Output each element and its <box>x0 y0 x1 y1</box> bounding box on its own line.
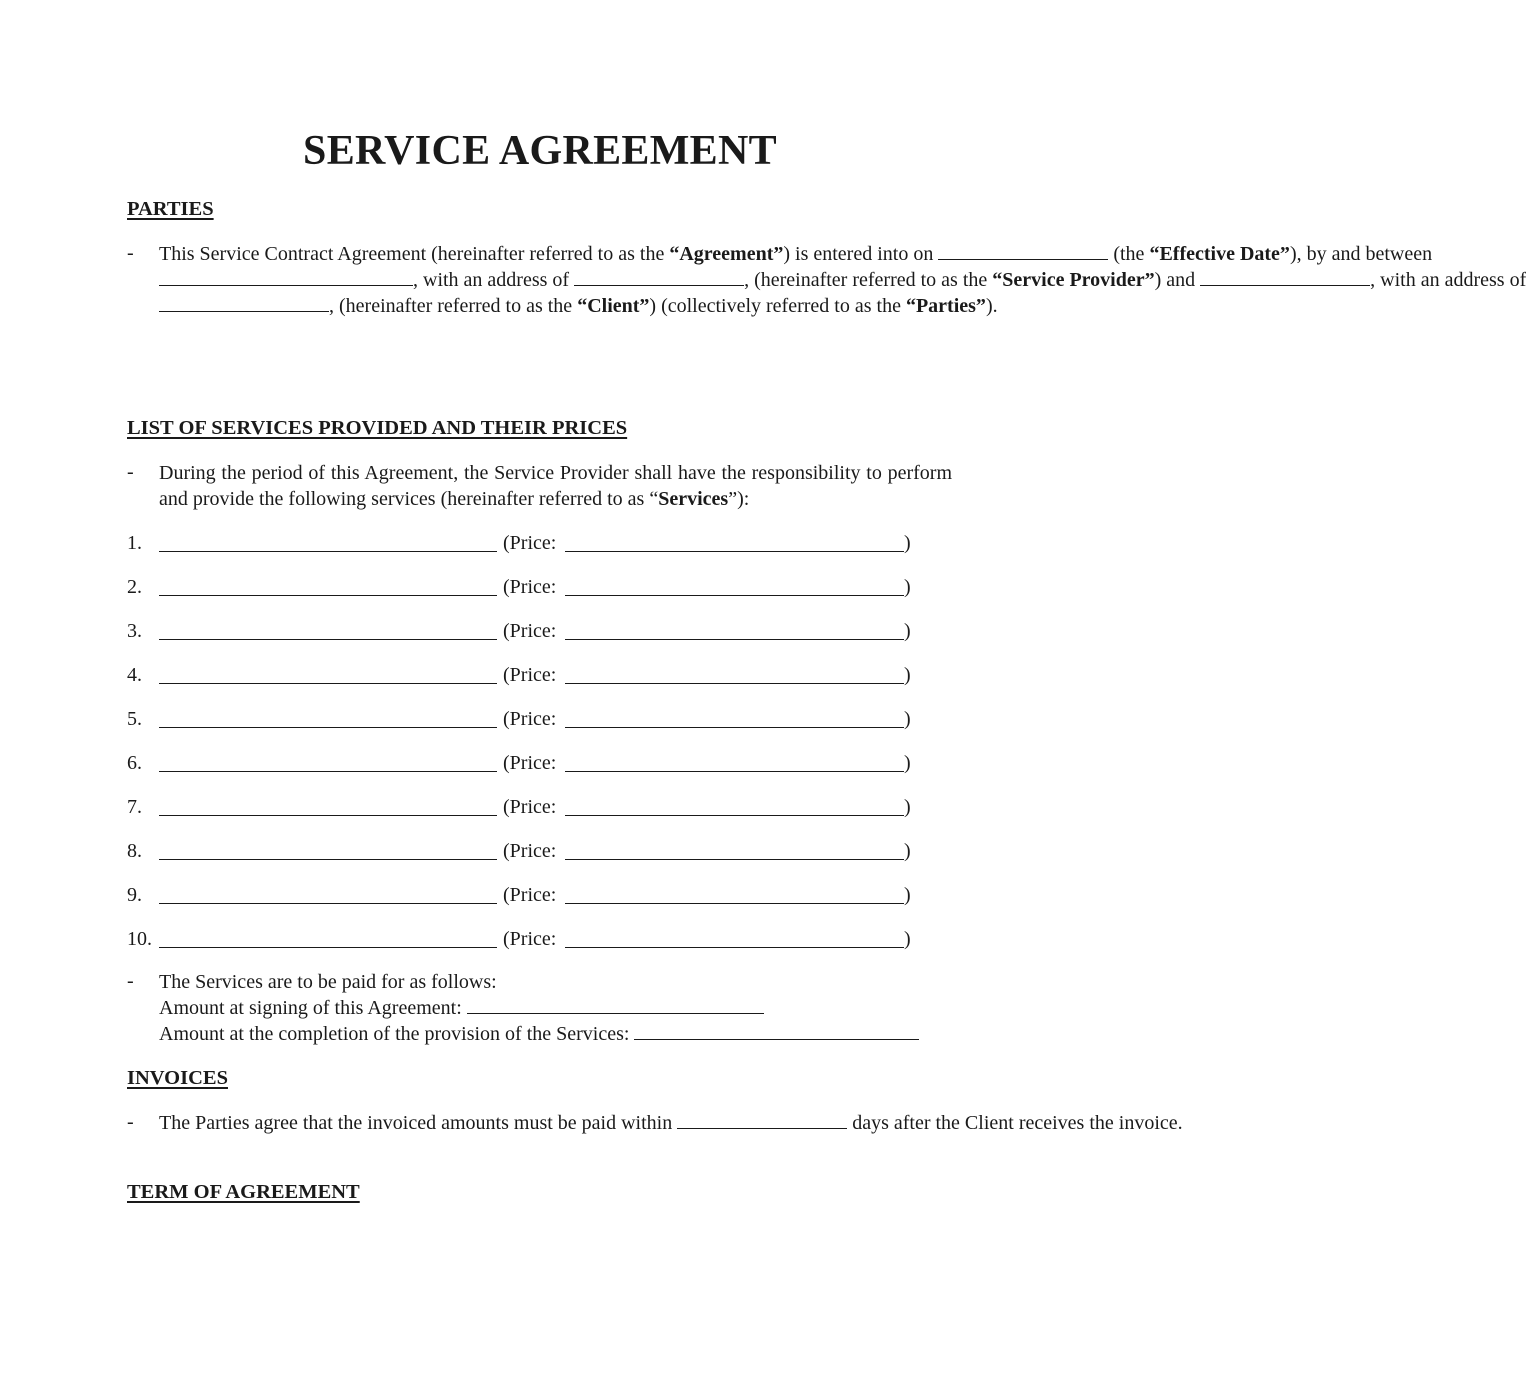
service-description-blank[interactable] <box>159 620 497 640</box>
price-close: ) <box>904 532 911 554</box>
service-description-blank[interactable] <box>159 752 497 772</box>
price-blank[interactable] <box>565 928 904 948</box>
service-number: 10. <box>127 928 152 950</box>
service-number: 2. <box>127 576 142 598</box>
service-description-blank[interactable] <box>159 928 497 948</box>
service-number: 9. <box>127 884 142 906</box>
price-label: (Price: <box>503 620 557 642</box>
price-label: (Price: <box>503 708 557 730</box>
heading-invoices: INVOICES <box>127 1067 228 1089</box>
service-description-blank[interactable] <box>159 576 497 596</box>
parties-line-3: , (hereinafter referred to as the “Client”) (collectively referred to as the “Parties”). <box>159 293 952 319</box>
service-description-blank[interactable] <box>159 664 497 684</box>
price-blank[interactable] <box>565 796 904 816</box>
heading-parties: PARTIES <box>127 198 214 220</box>
price-close: ) <box>904 708 911 730</box>
service-description-blank[interactable] <box>159 532 497 552</box>
price-label: (Price: <box>503 664 557 686</box>
bullet-dash: - <box>127 970 134 992</box>
heading-term: TERM OF AGREEMENT <box>127 1181 360 1203</box>
payment-completion-line: Amount at the completion of the provision of the Services: <box>159 1021 952 1047</box>
price-blank[interactable] <box>565 620 904 640</box>
price-close: ) <box>904 884 911 906</box>
service-number: 4. <box>127 664 142 686</box>
service-provider-name-blank[interactable] <box>159 267 413 286</box>
payment-days-blank[interactable] <box>677 1110 847 1129</box>
price-blank[interactable] <box>565 752 904 772</box>
price-label: (Price: <box>503 576 557 598</box>
invoices-line-1: The Parties agree that the invoiced amounts must be paid within days after the Client receives the invoice. <box>159 1112 1183 1134</box>
price-blank[interactable] <box>565 840 904 860</box>
price-label: (Price: <box>503 532 557 554</box>
payment-intro: The Services are to be paid for as follows: <box>159 971 497 993</box>
client-name-blank[interactable] <box>1200 267 1370 286</box>
price-close: ) <box>904 664 911 686</box>
price-close: ) <box>904 620 911 642</box>
parties-line-2: , with an address of , (hereinafter referred to as the “Service Provider”) and , with an address of <box>159 267 952 293</box>
service-number: 3. <box>127 620 142 642</box>
parties-paragraph <box>159 241 1526 320</box>
invoices-paragraph <box>159 1110 1183 1136</box>
service-number: 7. <box>127 796 142 818</box>
price-close: ) <box>904 840 911 862</box>
service-description-blank[interactable] <box>159 840 497 860</box>
bullet-dash: - <box>127 242 134 264</box>
document-title: SERVICE AGREEMENT <box>303 128 777 174</box>
price-close: ) <box>904 576 911 598</box>
price-blank[interactable] <box>565 576 904 596</box>
price-close: ) <box>904 796 911 818</box>
price-label: (Price: <box>503 884 557 906</box>
bullet-dash: - <box>127 1111 134 1133</box>
completion-amount-blank[interactable] <box>634 1021 919 1040</box>
payment-terms <box>159 969 952 1048</box>
effective-date-blank[interactable] <box>938 241 1108 260</box>
price-label: (Price: <box>503 928 557 950</box>
service-description-blank[interactable] <box>159 796 497 816</box>
price-blank[interactable] <box>565 884 904 904</box>
price-blank[interactable] <box>565 708 904 728</box>
services-intro: During the period of this Agreement, the Service Provider shall have the responsibility to perform and provide the following services (hereinafter referred to as “Services”): <box>159 462 952 511</box>
service-description-blank[interactable] <box>159 708 497 728</box>
price-label: (Price: <box>503 840 557 862</box>
bullet-dash: - <box>127 461 134 483</box>
service-number: 8. <box>127 840 142 862</box>
price-blank[interactable] <box>565 532 904 552</box>
parties-line-1: This Service Contract Agreement (hereinafter referred to as the “Agreement”) is entered into on (the “Effective Date”), by and between <box>159 243 1433 265</box>
service-number: 1. <box>127 532 142 554</box>
service-description-blank[interactable] <box>159 884 497 904</box>
client-address-blank[interactable] <box>159 293 329 312</box>
price-close: ) <box>904 928 911 950</box>
price-blank[interactable] <box>565 664 904 684</box>
payment-signing-line: Amount at signing of this Agreement: <box>159 995 952 1021</box>
service-provider-address-blank[interactable] <box>574 267 744 286</box>
heading-services: LIST OF SERVICES PROVIDED AND THEIR PRICES <box>127 417 628 439</box>
price-label: (Price: <box>503 796 557 818</box>
service-number: 5. <box>127 708 142 730</box>
service-number: 6. <box>127 752 142 774</box>
price-label: (Price: <box>503 752 557 774</box>
price-close: ) <box>904 752 911 774</box>
signing-amount-blank[interactable] <box>467 995 764 1014</box>
